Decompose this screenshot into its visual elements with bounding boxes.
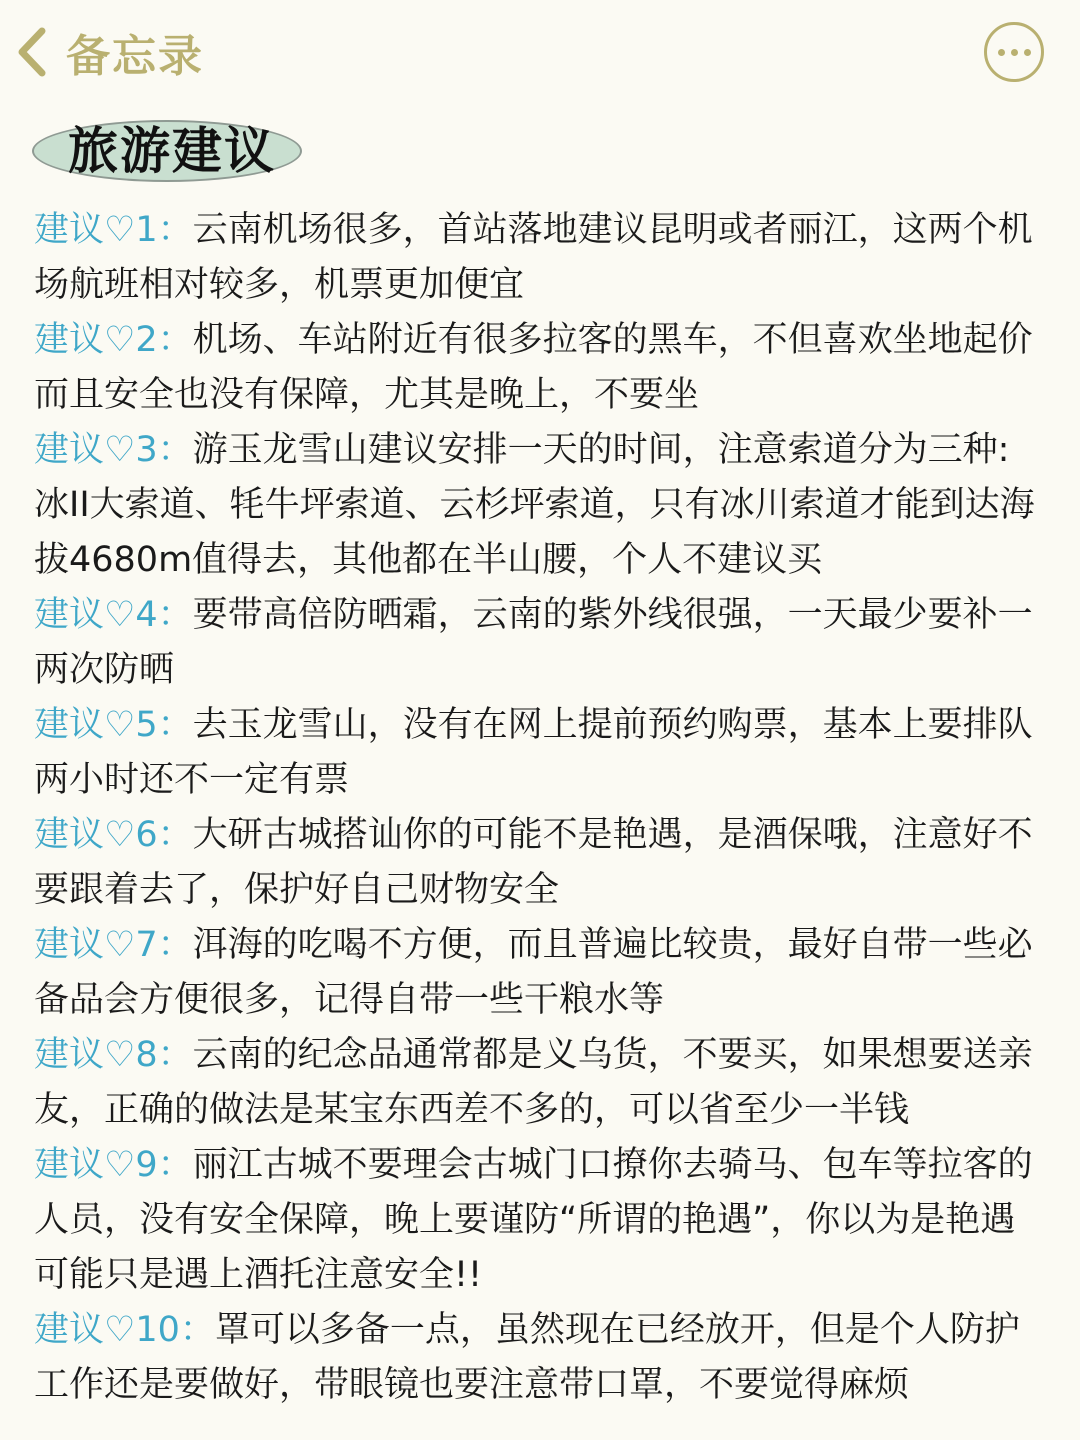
tip-label: 建议♡4：: [34, 595, 193, 635]
tip-item: [34, 203, 1044, 313]
tip-text: 去玉龙雪山，没有在网上提前预约购票，基本上要排队两小时还不一定有票: [34, 705, 1033, 800]
tip-label: 建议♡5：: [34, 705, 193, 745]
tip-text: 云南的纪念品通常都是义乌货，不要买，如果想要送亲友，正确的做法是某宝东西差不多的，可以省至少一半钱: [34, 1035, 1033, 1130]
tip-item: [34, 1138, 1044, 1303]
tip-label: 建议♡8：: [34, 1035, 193, 1075]
tip-item: [34, 808, 1044, 918]
back-label: 备忘录: [66, 31, 204, 82]
tip-text: 大研古城搭讪你的可能不是艳遇，是酒保哦，注意好不要跟着去了，保护好自己财物安全: [34, 815, 1033, 910]
tip-label: 建议♡1：: [34, 210, 193, 250]
tip-label: 建议♡10：: [34, 1310, 215, 1350]
more-dots-icon: [998, 49, 1005, 56]
tip-text: 丽江古城不要理会古城门口撩你去骑马、包车等拉客的人员，没有安全保障，晚上要谨防“所谓的艳遇”，你以为是艳遇可能只是遇上酒托注意安全!!: [34, 1145, 1033, 1295]
tip-item: [34, 313, 1044, 423]
tip-text: 云南机场很多，首站落地建议昆明或者丽江，这两个机场航班相对较多，机票更加便宜: [34, 210, 1033, 305]
tip-item: [34, 918, 1044, 1028]
tip-text: 机场、车站附近有很多拉客的黑车，不但喜欢坐地起价而且安全也没有保障，尤其是晚上，不要坐: [34, 320, 1033, 415]
more-dot: [1024, 49, 1031, 56]
tip-label: 建议♡6：: [34, 815, 193, 855]
more-dot: [1011, 49, 1018, 56]
tip-label: 建议♡9：: [34, 1145, 193, 1185]
tip-label: 建议♡7：: [34, 925, 193, 965]
tip-text: 罩可以多备一点，虽然现在已经放开，但是个人防护工作还是要做好，带眼镜也要注意带口罩，不要觉得麻烦: [34, 1310, 1020, 1405]
chevron-left-icon: [14, 25, 48, 79]
more-button[interactable]: [984, 22, 1044, 82]
back-button[interactable]: [14, 22, 204, 82]
tip-text: 要带高倍防晒霜，云南的紫外线很强，一天最少要补一两次防晒: [34, 595, 1033, 690]
tip-label: 建议♡3：: [34, 430, 193, 470]
tip-item: [34, 423, 1044, 588]
note-title: 旅游建议: [68, 122, 276, 180]
tip-label: 建议♡2：: [34, 320, 193, 360]
tip-text: 游玉龙雪山建议安排一天的时间，注意索道分为三种:冰II大索道、牦牛坪索道、云杉坪索道，只有冰川索道才能到达海拔4680m值得去，其他都在半山腰，个人不建议买: [34, 430, 1035, 580]
tip-text: 洱海的吃喝不方便，而且普遍比较贵，最好自带一些必备品会方便很多，记得自带一些干粮水等: [34, 925, 1033, 1020]
note-body: [34, 203, 1044, 1413]
tip-item: [34, 698, 1044, 808]
tip-item: [34, 588, 1044, 698]
tip-item: [34, 1303, 1044, 1413]
tip-item: [34, 1028, 1044, 1138]
navigation-bar: [0, 0, 1080, 110]
